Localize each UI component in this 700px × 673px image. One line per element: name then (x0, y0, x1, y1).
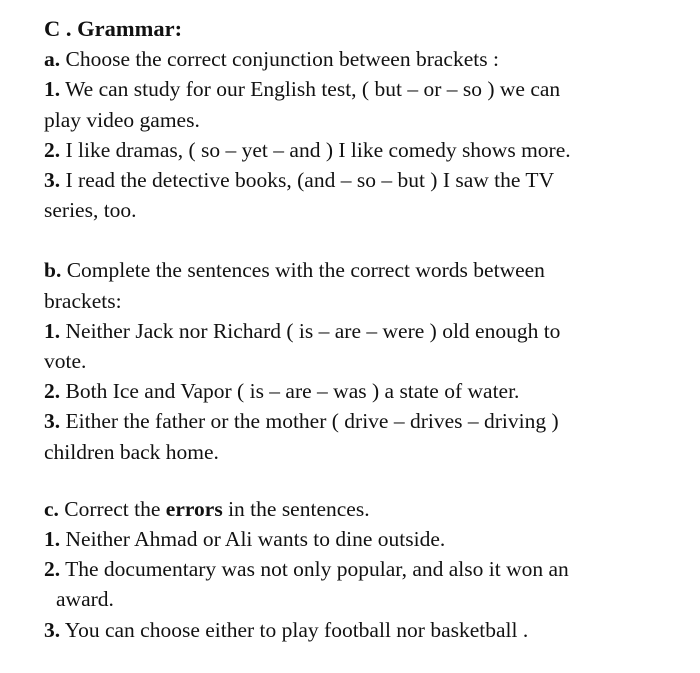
section-c-instruction: c. Correct the errors in the sentences. (44, 496, 370, 521)
section-c-item-2: 2. The documentary was not only popular, and also it won an (44, 557, 569, 582)
section-a-item-1-continued: play video games. (44, 107, 200, 132)
section-a-instruction: a. Choose the correct conjunction between brackets : (44, 47, 499, 72)
section-a (44, 44, 664, 225)
section-b-item-1: 1. Neither Jack nor Richard ( is – are – were ) old enough to (44, 318, 561, 343)
section-a-item-3: 3. I read the detective books, (and – so – but ) I saw the TV (44, 168, 555, 193)
section-c-item-3: 3. You can choose either to play football nor basketball . (44, 617, 529, 642)
section-spacer (44, 467, 664, 494)
section-b-instruction-continued: brackets: (44, 288, 122, 313)
section-a-item-3-continued: series, too. (44, 198, 137, 223)
section-b-item-2: 2. Both Ice and Vapor ( is – are – was ) a state of water. (44, 379, 520, 404)
section-b-item-3: 3. Either the father or the mother ( drive – drives – driving ) (44, 409, 559, 434)
section-b-item-1-continued: vote. (44, 349, 87, 374)
section-b (44, 255, 664, 466)
section-a-item-1: 1. We can study for our English test, ( but – or – so ) we can (44, 77, 561, 102)
section-heading: C . Grammar: (44, 16, 183, 41)
section-c (44, 494, 664, 645)
section-b-instruction: b. Complete the sentences with the correct words between (44, 258, 545, 283)
section-c-item-2-continued: award. (56, 587, 114, 612)
section-spacer (44, 225, 664, 255)
section-b-item-3-continued: children back home. (44, 439, 219, 464)
section-a-item-2: 2. I like dramas, ( so – yet – and ) I like comedy shows more. (44, 137, 571, 162)
worksheet-page (44, 14, 664, 645)
section-c-item-1: 1. Neither Ahmad or Ali wants to dine outside. (44, 527, 446, 552)
